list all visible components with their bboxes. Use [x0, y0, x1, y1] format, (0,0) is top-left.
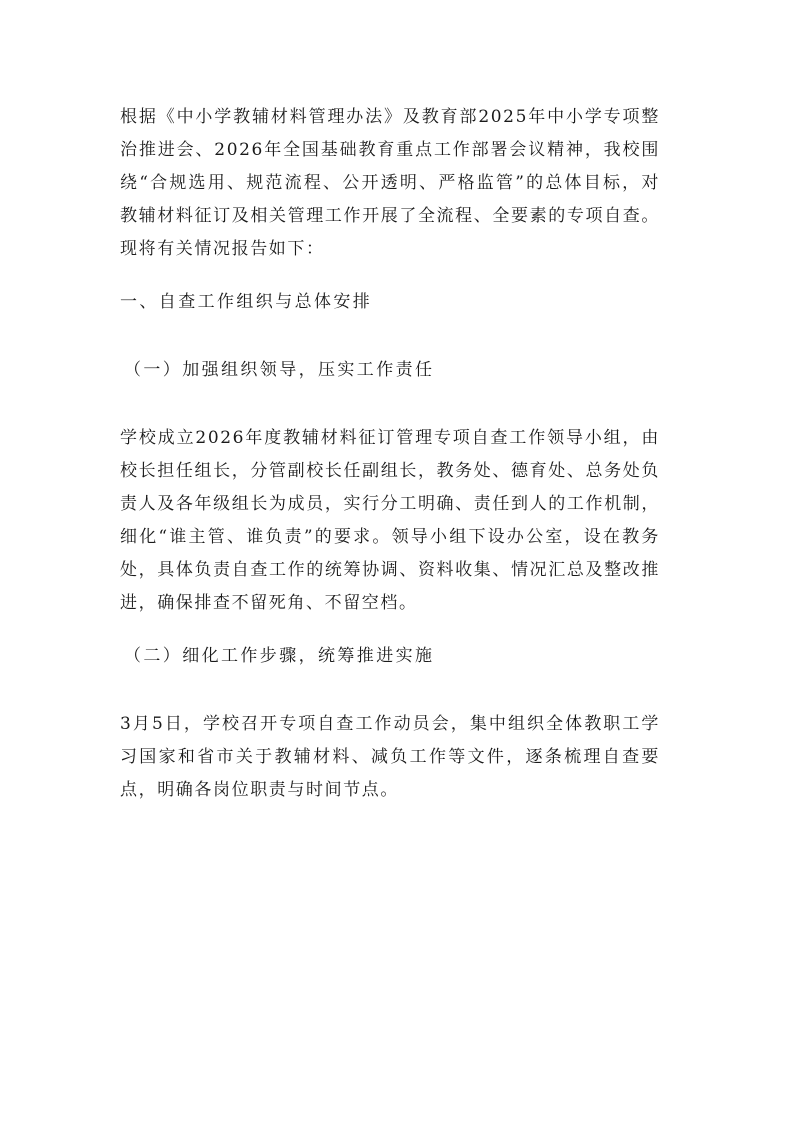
subsection-heading-2: （二）细化工作步骤，统筹推进实施: [124, 646, 435, 666]
subsection-heading-1: （一）加强组织领导，压实工作责任: [124, 360, 435, 380]
subsection-body-2: 3月5日，学校召开专项自查工作动员会，集中组织全体教职工学习国家和省市关于教辅材料、减负工作等文件，逐条梳理自查要点，明确各岗位职责与时间节点。: [120, 714, 660, 800]
document-page: [120, 101, 660, 807]
subsection-body-1: 学校成立2026年度教辅材料征订管理专项自查工作领导小组，由校长担任组长，分管副校长任副组长，教务处、德育处、总务处负责人及各年级组长为成员，实行分工明确、责任到人的工作机制，细化“谁主管、谁负责”的要求。领导小组下设办公室，设在教务处，具体负责自查工作的统筹协调、资料收集、情况汇总及整改推进，确保排查不留死角、不留空档。: [120, 428, 660, 613]
section-heading-1: 一、自查工作组织与总体安排: [120, 292, 373, 312]
intro-paragraph: 根据《中小学教辅材料管理办法》及教育部2025年中小学专项整治推进会、2026年全国基础教育重点工作部署会议精神，我校围绕“合规选用、规范流程、公开透明、严格监管”的总体目标，对教辅材料征订及相关管理工作开展了全流程、全要素的专项自查。现将有关情况报告如下：: [120, 107, 660, 259]
